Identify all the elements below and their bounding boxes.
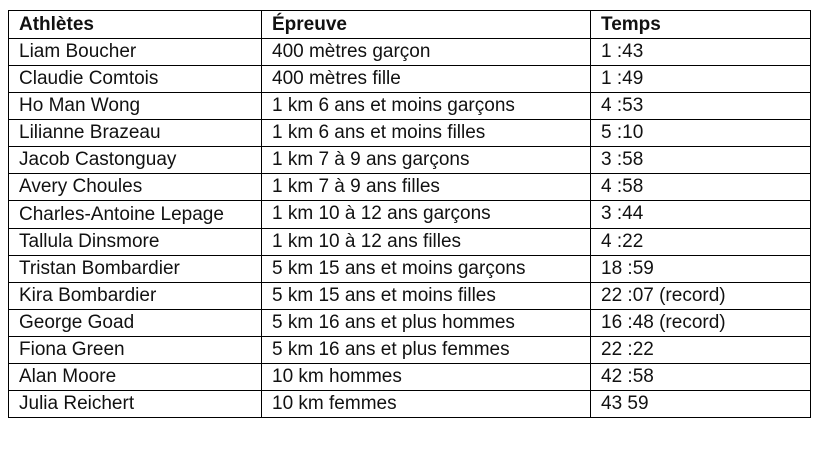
athlete-cell: Avery Choules [9, 174, 262, 201]
time-cell: 22 :07 (record) [591, 283, 811, 310]
event-cell: 400 mètres garçon [262, 39, 591, 66]
table-row [9, 310, 811, 337]
event-cell: 400 mètres fille [262, 66, 591, 93]
event-cell: 5 km 15 ans et moins filles [262, 283, 591, 310]
table-row [9, 201, 811, 229]
table-row [9, 120, 811, 147]
athlete-cell: Fiona Green [9, 337, 262, 364]
time-cell: 3 :44 [591, 201, 811, 229]
header-event: Épreuve [262, 11, 591, 39]
event-cell: 10 km femmes [262, 391, 591, 418]
time-cell: 16 :48 (record) [591, 310, 811, 337]
header-row [9, 11, 811, 39]
athlete-cell: Ho Man Wong [9, 93, 262, 120]
header-athletes: Athlètes [9, 11, 262, 39]
table-row [9, 229, 811, 256]
athlete-cell: Tristan Bombardier [9, 256, 262, 283]
table-row [9, 391, 811, 418]
time-cell: 1 :43 [591, 39, 811, 66]
time-cell: 3 :58 [591, 147, 811, 174]
results-table [8, 10, 811, 418]
table-row [9, 66, 811, 93]
time-cell: 5 :10 [591, 120, 811, 147]
athlete-cell: Kira Bombardier [9, 283, 262, 310]
event-cell: 1 km 6 ans et moins filles [262, 120, 591, 147]
time-cell: 18 :59 [591, 256, 811, 283]
event-cell: 1 km 10 à 12 ans filles [262, 229, 591, 256]
table-row [9, 39, 811, 66]
table-row [9, 337, 811, 364]
event-cell: 1 km 7 à 9 ans filles [262, 174, 591, 201]
athlete-cell: Liam Boucher [9, 39, 262, 66]
time-cell: 4 :53 [591, 93, 811, 120]
event-cell: 5 km 16 ans et plus femmes [262, 337, 591, 364]
table-row [9, 256, 811, 283]
table-row [9, 364, 811, 391]
time-cell: 4 :22 [591, 229, 811, 256]
time-cell: 42 :58 [591, 364, 811, 391]
time-cell: 22 :22 [591, 337, 811, 364]
event-cell: 10 km hommes [262, 364, 591, 391]
table-row [9, 174, 811, 201]
athlete-cell: George Goad [9, 310, 262, 337]
event-cell: 5 km 16 ans et plus hommes [262, 310, 591, 337]
event-cell: 1 km 7 à 9 ans garçons [262, 147, 591, 174]
athlete-cell: Alan Moore [9, 364, 262, 391]
table-row [9, 93, 811, 120]
athlete-cell: Julia Reichert [9, 391, 262, 418]
table-row [9, 147, 811, 174]
athlete-cell: Jacob Castonguay [9, 147, 262, 174]
time-cell: 43 59 [591, 391, 811, 418]
event-cell: 5 km 15 ans et moins garçons [262, 256, 591, 283]
time-cell: 1 :49 [591, 66, 811, 93]
athlete-cell: Lilianne Brazeau [9, 120, 262, 147]
event-cell: 1 km 6 ans et moins garçons [262, 93, 591, 120]
table-row [9, 283, 811, 310]
athlete-cell: Charles-Antoine Lepage [9, 201, 262, 229]
event-cell: 1 km 10 à 12 ans garçons [262, 201, 591, 229]
header-time: Temps [591, 11, 811, 39]
athlete-cell: Claudie Comtois [9, 66, 262, 93]
time-cell: 4 :58 [591, 174, 811, 201]
athlete-cell: Tallula Dinsmore [9, 229, 262, 256]
